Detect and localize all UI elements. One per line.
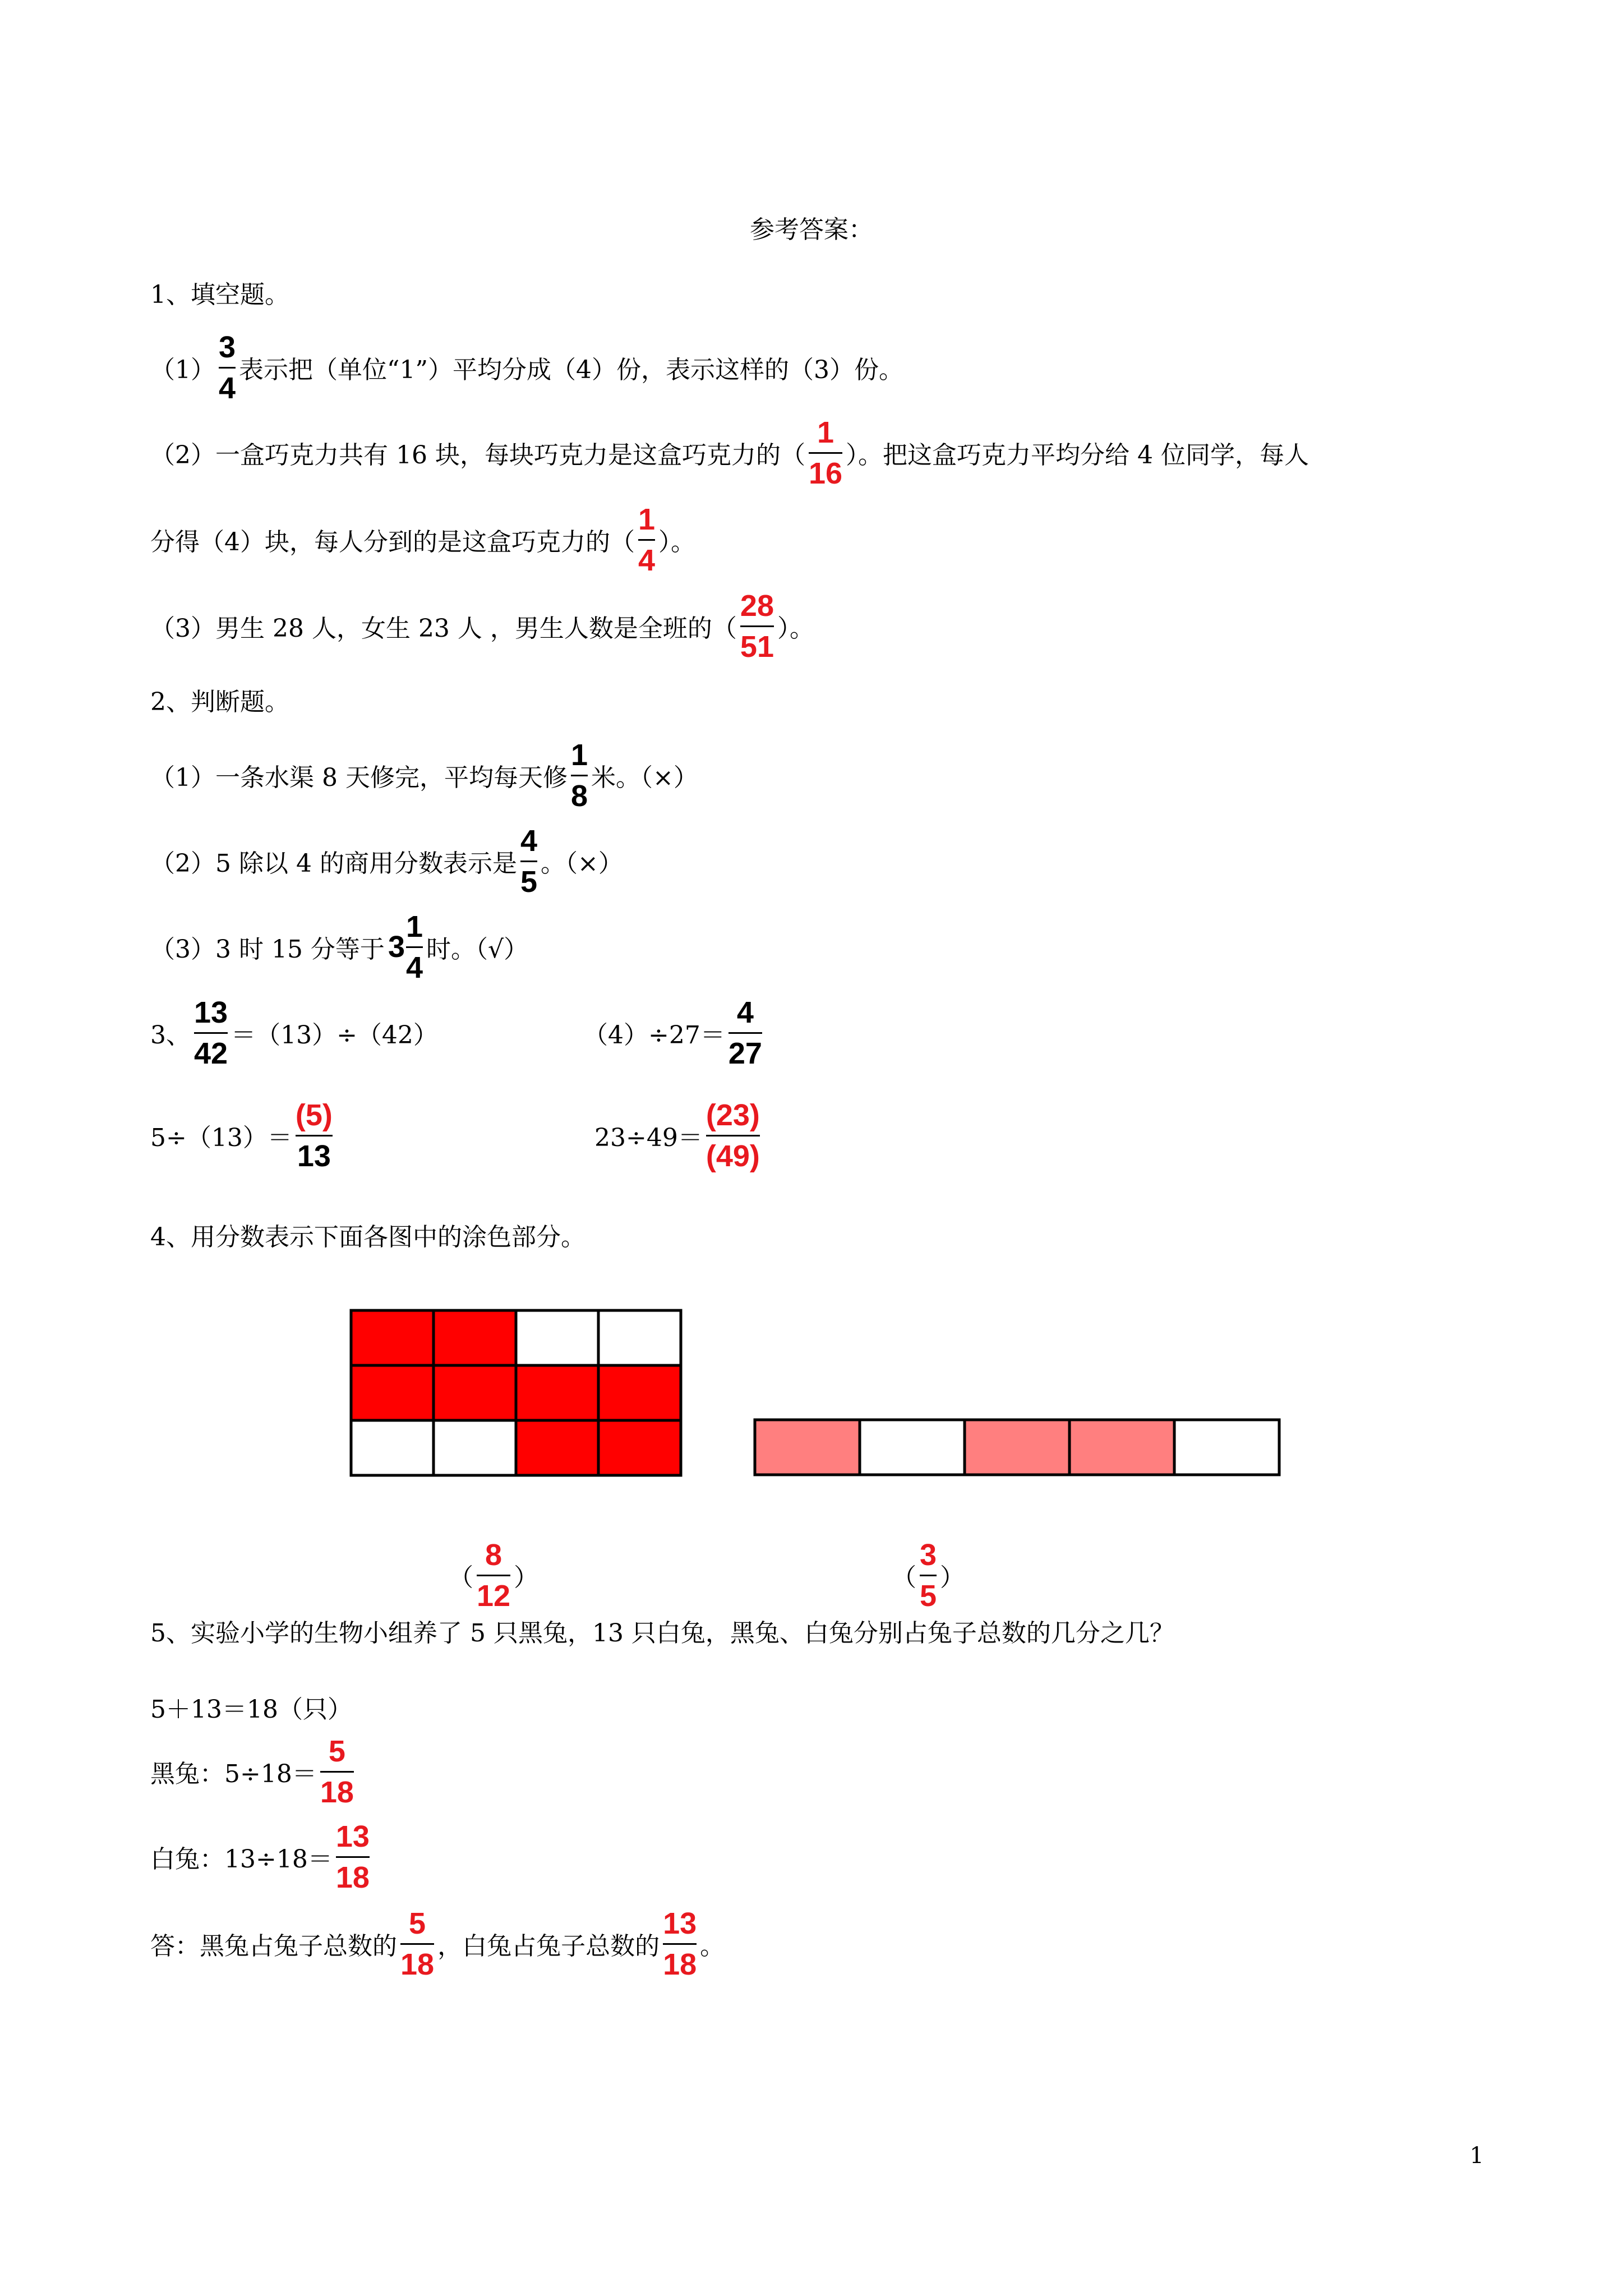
q1-p2-text-b: ）。把这盒巧克力平均分给 4 位同学，每人 <box>846 441 1309 470</box>
q1-heading: 1、填空题。 <box>150 280 289 309</box>
fraction-numerator: 1 <box>405 909 423 944</box>
shaded-cell <box>516 1420 598 1475</box>
q1-p2-text-d: ）。 <box>658 528 696 556</box>
q5-black-text: 黑兔：5÷18＝ <box>150 1760 317 1788</box>
fraction-denominator: 16 <box>808 456 843 490</box>
fraction-numerator: 3 <box>219 330 236 364</box>
q1-p2-text-a: （2）一盒巧克力共有 16 块，每块巧克力是这盒巧克力的（ <box>150 441 805 470</box>
fraction-numerator: 5 <box>328 1734 345 1768</box>
q1-item-3 <box>150 581 814 671</box>
q3-b-text: （4）÷27＝ <box>583 1021 725 1050</box>
unshaded-cell <box>598 1310 681 1365</box>
q5-line-1: 5＋13＝18（只） <box>150 1695 352 1724</box>
fraction <box>571 738 588 813</box>
answer-fraction <box>740 588 774 664</box>
answer-fraction <box>320 1734 354 1810</box>
q4-answer-2 <box>892 1530 965 1620</box>
shaded-strip-figure <box>751 1416 1295 1484</box>
q2-p2-text-b: 。（×） <box>541 849 623 878</box>
fraction-numerator: 13 <box>194 995 228 1029</box>
shaded-cell <box>434 1310 516 1365</box>
fraction-denominator: 18 <box>320 1775 354 1809</box>
fraction-denominator: 18 <box>335 1860 370 1894</box>
fraction-numerator: 1 <box>570 738 588 772</box>
fraction-denominator: 18 <box>400 1947 435 1981</box>
q1-p1-prefix: （1） <box>150 356 215 384</box>
fraction-numerator: 8 <box>485 1538 502 1572</box>
unshaded-cell <box>434 1420 516 1475</box>
fraction-denominator: 51 <box>740 629 774 664</box>
unshaded-cell <box>860 1420 965 1475</box>
fraction <box>406 909 423 985</box>
fraction-numerator: (5) <box>295 1098 333 1132</box>
q3-d-text: 23÷49＝ <box>594 1124 703 1152</box>
shaded-grid-figure <box>348 1307 695 1492</box>
page-title: 参考答案： <box>750 215 873 244</box>
shaded-cell <box>516 1365 598 1420</box>
fraction <box>296 1098 333 1174</box>
fraction-numerator: 5 <box>409 1906 426 1940</box>
bracket-close: ） <box>514 1563 539 1592</box>
page-number: 1 <box>1469 2143 1484 2169</box>
shaded-cell <box>965 1420 1069 1475</box>
fraction <box>520 823 537 899</box>
unshaded-cell <box>516 1310 598 1365</box>
fraction-denominator: 4 <box>405 950 423 984</box>
q3-prefix: 3、 <box>150 1021 191 1050</box>
fraction-numerator: (23) <box>706 1098 760 1132</box>
q1-p2-text-c: 分得（4）块，每人分到的是这盒巧克力的（ <box>150 528 635 556</box>
fraction-denominator: 42 <box>194 1036 228 1070</box>
q1-item-1 <box>150 323 903 412</box>
unshaded-cell <box>351 1420 434 1475</box>
q5-answer-text-c: 。 <box>700 1932 725 1961</box>
answer-fraction <box>809 415 842 491</box>
q5-answer <box>150 1899 725 1989</box>
q5-black-rabbit <box>150 1727 357 1816</box>
fraction-denominator: 5 <box>920 1579 937 1613</box>
fraction-denominator: 27 <box>728 1036 762 1070</box>
q3-a-text: ＝（13）÷（42） <box>231 1021 438 1050</box>
q2-p2-text-a: （2）5 除以 4 的商用分数表示是 <box>150 849 517 878</box>
fraction-denominator: 12 <box>477 1579 511 1613</box>
bracket-close: ） <box>940 1563 965 1592</box>
fraction-denominator: 8 <box>570 779 588 813</box>
fraction-numerator: 1 <box>638 502 656 536</box>
q3-item-b <box>583 988 766 1078</box>
q3-item-c <box>150 1091 336 1180</box>
fraction-numerator: 13 <box>663 1906 697 1940</box>
fraction-denominator: (49) <box>706 1139 760 1173</box>
q2-item-3 <box>150 902 528 992</box>
q5-white-text: 白兔：13÷18＝ <box>150 1845 333 1874</box>
fraction-denominator: 4 <box>638 543 656 577</box>
q3-c-text: 5÷（13）＝ <box>150 1124 292 1152</box>
answer-fraction <box>638 502 655 578</box>
bracket-open: （ <box>892 1563 916 1592</box>
answer-fraction <box>663 1906 697 1982</box>
shaded-cell <box>351 1310 434 1365</box>
q2-item-2 <box>150 816 623 906</box>
answer-fraction <box>400 1906 434 1982</box>
fraction-numerator: 4 <box>520 823 537 858</box>
mixed-number-whole: 3 <box>388 930 405 964</box>
shaded-cell <box>598 1365 681 1420</box>
shaded-cell <box>755 1420 860 1475</box>
fraction-numerator: 4 <box>736 995 754 1029</box>
fraction-denominator: 4 <box>219 371 236 405</box>
shaded-cell <box>1069 1420 1174 1475</box>
q1-item-2-continued <box>150 495 695 585</box>
q4-heading: 4、用分数表示下面各图中的涂色部分。 <box>150 1223 585 1251</box>
fraction <box>219 330 236 406</box>
q5-heading: 5、实验小学的生物小组养了 5 只黑兔，13 只白兔，黑兔、白兔分别占兔子总数的几分之几？ <box>150 1619 1174 1648</box>
fraction-numerator: 3 <box>920 1538 937 1572</box>
q1-p1-text: 表示把（单位“1”）平均分成（4）份，表示这样的（3）份。 <box>239 356 904 384</box>
fraction <box>706 1098 760 1174</box>
fraction-numerator: 1 <box>817 415 834 449</box>
q2-heading: 2、判断题。 <box>150 688 289 716</box>
q2-p1-text-a: （1）一条水渠 8 天修完，平均每天修 <box>150 763 568 792</box>
q2-p3-text-b: 时。（√） <box>426 935 529 964</box>
fraction-denominator: 5 <box>520 864 537 899</box>
answer-fraction <box>477 1538 510 1613</box>
q2-p1-text-b: 米。（×） <box>591 763 698 792</box>
q1-p3-text-b: ）。 <box>777 614 814 643</box>
answer-fraction <box>336 1819 370 1895</box>
fraction <box>194 995 228 1071</box>
shaded-cell <box>598 1420 681 1475</box>
unshaded-cell <box>1174 1420 1279 1475</box>
q1-item-2 <box>150 408 1309 498</box>
fraction-denominator: 13 <box>297 1139 331 1173</box>
fraction-denominator: 18 <box>663 1947 697 1981</box>
q2-item-1 <box>150 730 698 820</box>
q1-p3-text-a: （3）男生 28 人，女生 23 人 ，男生人数是全班的（ <box>150 614 737 643</box>
shaded-cell <box>434 1365 516 1420</box>
q2-p3-text-a: （3）3 时 15 分等于 <box>150 935 385 964</box>
q5-answer-text-a: 答：黑兔占兔子总数的 <box>150 1932 397 1961</box>
answer-fraction <box>920 1538 937 1613</box>
q5-white-rabbit <box>150 1812 373 1902</box>
q5-answer-text-b: ，白兔占兔子总数的 <box>437 1932 660 1961</box>
shaded-cell <box>351 1365 434 1420</box>
fraction-numerator: 13 <box>335 1819 370 1853</box>
fraction-numerator: 28 <box>740 588 774 623</box>
q3-item-a <box>150 988 438 1078</box>
q3-item-d <box>594 1091 763 1180</box>
q4-answer-1 <box>449 1530 538 1620</box>
fraction <box>728 995 762 1071</box>
bracket-open: （ <box>449 1563 473 1592</box>
